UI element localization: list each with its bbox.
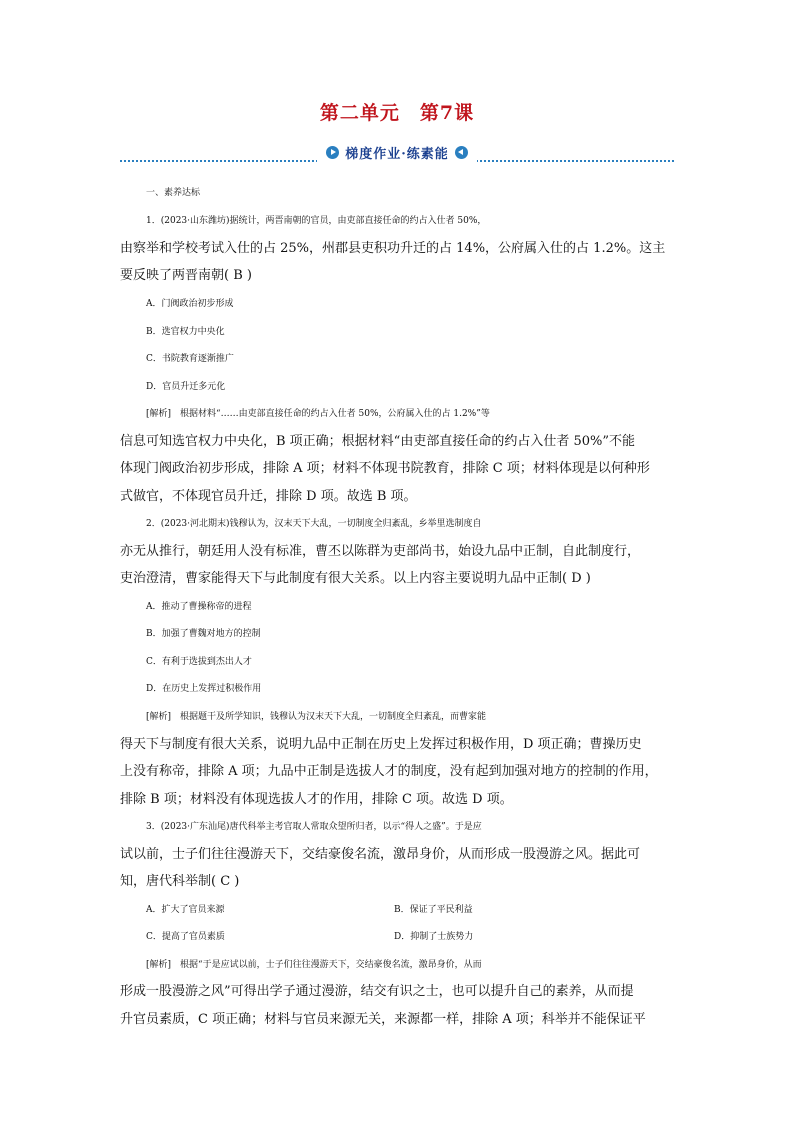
q1-analysis-line-2: 信息可知选官权力中央化，B 项正确；根据材料“由吏部直接任命的约占入仕者 50%”不能 [120,434,636,449]
q1-analysis-line-1: [解析] 根据材料“……由吏部直接任命的约占入仕者 50%，公府属入仕的占 1.2%”等 [146,409,490,419]
q3-option-c: C．提高了官员素质 [146,932,225,942]
arrow-left-icon [455,146,468,159]
q2-analysis-line-2: 得天下与制度有很大关系，说明九品中正制在历史上发挥过积极作用，D 项正确；曹操历史 [120,737,642,752]
page-title: 第二单元 第7课 [319,102,475,124]
q3-analysis-line-1: [解析] 根据“于是应试以前，士子们往往漫游天下，交结豪俊名流，激昂身价，从而 [146,960,482,970]
q1-option-b: B．选官权力中央化 [146,327,225,337]
q2-option-b: B．加强了曹魏对地方的控制 [146,629,261,639]
q3-stem-line-1: 3．(2023·广东汕尾)唐代科举主考官取人常取众望所归者，以示“得人之盛”。于是应 [146,822,482,832]
section-banner [120,141,674,163]
q3-stem-line-3: 知，唐代科举制( C ) [120,874,240,889]
q3-option-a: A．扩大了官员来源 [146,905,225,915]
q1-option-a: A．门阀政治初步形成 [146,299,234,309]
q2-stem-line-3: 吏治澄清，曹家能得天下与此制度有很大关系。以上内容主要说明九品中正制( D ) [120,571,591,586]
q1-option-c: C．书院教育逐渐推广 [146,354,234,364]
q3-stem-line-2: 试以前，士子们往往漫游天下，交结豪俊名流，激昂身价，从而形成一股漫游之风。据此可 [120,847,641,862]
banner-label [317,142,477,162]
q1-stem-line-3: 要反映了两晋南朝( B ) [120,268,252,283]
q1-analysis-line-4: 式做官，不体现官员升迁，排除 D 项。故选 B 项。 [120,489,417,504]
arrow-right-icon [326,146,339,159]
q2-analysis-line-3: 上没有称帝，排除 A 项；九品中正制是选拔人才的制度，没有起到加强对地方的控制的作用， [120,764,658,779]
q2-stem-line-1: 2．(2023·河北期末)钱穆认为，汉末天下大乱，一切制度全归紊乱，乡举里选制度自 [146,519,482,529]
q1-analysis-line-3: 体现门阀政治初步形成，排除 A 项；材料不体现书院教育，排除 C 项；材料体现是以何种形 [120,461,650,476]
q3-option-d: D．抑制了士族势力 [394,932,474,942]
q2-stem-line-2: 亦无从推行，朝廷用人没有标准，曹丕以陈群为吏部尚书，始设九品中正制，自此制度行， [120,544,641,559]
q3-analysis-line-2: 形成一股漫游之风”可得出学子通过漫游，结交有识之士，也可以提升自己的素养，从而提 [120,984,634,999]
banner-text: 梯度作业·练素能 [345,146,449,162]
q2-option-a: A．推动了曹操称帝的进程 [146,602,252,612]
q2-analysis-line-4: 排除 B 项；材料没有体现选拔人才的作用，排除 C 项。故选 D 项。 [120,792,513,807]
q3-option-b: B．保证了平民利益 [394,905,473,915]
q2-option-c: C．有利于选拔到杰出人才 [146,657,252,667]
section-heading: 一、素养达标 [146,188,201,198]
q2-option-d: D．在历史上发挥过积极作用 [146,684,262,694]
q1-option-d: D．官员升迁多元化 [146,382,226,392]
q1-stem-line-1: 1．(2023·山东潍坊)据统计，两晋南朝的官员，由吏部直接任命的约占入仕者 50%， [146,216,487,226]
q3-analysis-line-3: 升官员素质，C 项正确；材料与官员来源无关，来源都一样，排除 A 项；科举并不能保证平 [120,1012,646,1027]
q2-analysis-line-1: [解析] 根据题干及所学知识，钱穆认为汉末天下大乱，一切制度全归紊乱，而曹家能 [146,712,487,722]
q1-stem-line-2: 由察举和学校考试入仕的占 25%，州郡县吏积功升迁的占 14%，公府属入仕的占 1.2%。这主 [120,241,666,256]
